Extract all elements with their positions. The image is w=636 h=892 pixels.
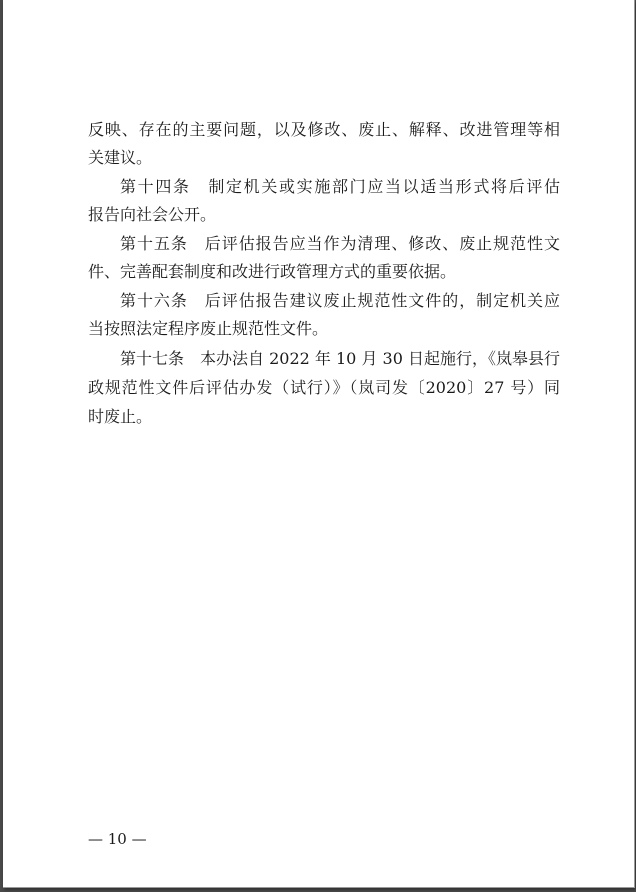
text-line: 件、完善配套制度和改进行政管理方式的重要依据。 bbox=[88, 262, 457, 281]
page-number: — 10 — bbox=[88, 830, 147, 848]
article-17-line: 第十七条 本办法自 2022 年 10 月 30 日起施行，《岚皋县行 bbox=[120, 349, 560, 368]
article-14-line: 第十四条 制定机关或实施部门应当以适当形式将后评估 bbox=[120, 177, 560, 196]
text-line: 时废止。 bbox=[88, 407, 153, 426]
text-line: 关建议。 bbox=[88, 148, 153, 167]
text-line: 政规范性文件后评估办发（试行）》（岚司发〔2020〕27 号）同 bbox=[88, 378, 560, 397]
text-line: 当按照法定程序废止规范性文件。 bbox=[88, 319, 329, 338]
document-page bbox=[3, 0, 635, 888]
text-line: 反映、存在的主要问题，以及修改、废止、解释、改进管理等相 bbox=[88, 120, 560, 139]
article-16-line: 第十六条 后评估报告建议废止规范性文件的，制定机关应 bbox=[120, 291, 560, 310]
text-line: 报告向社会公开。 bbox=[88, 205, 217, 224]
article-15-line: 第十五条 后评估报告应当作为清理、修改、废止规范性文 bbox=[120, 234, 560, 253]
